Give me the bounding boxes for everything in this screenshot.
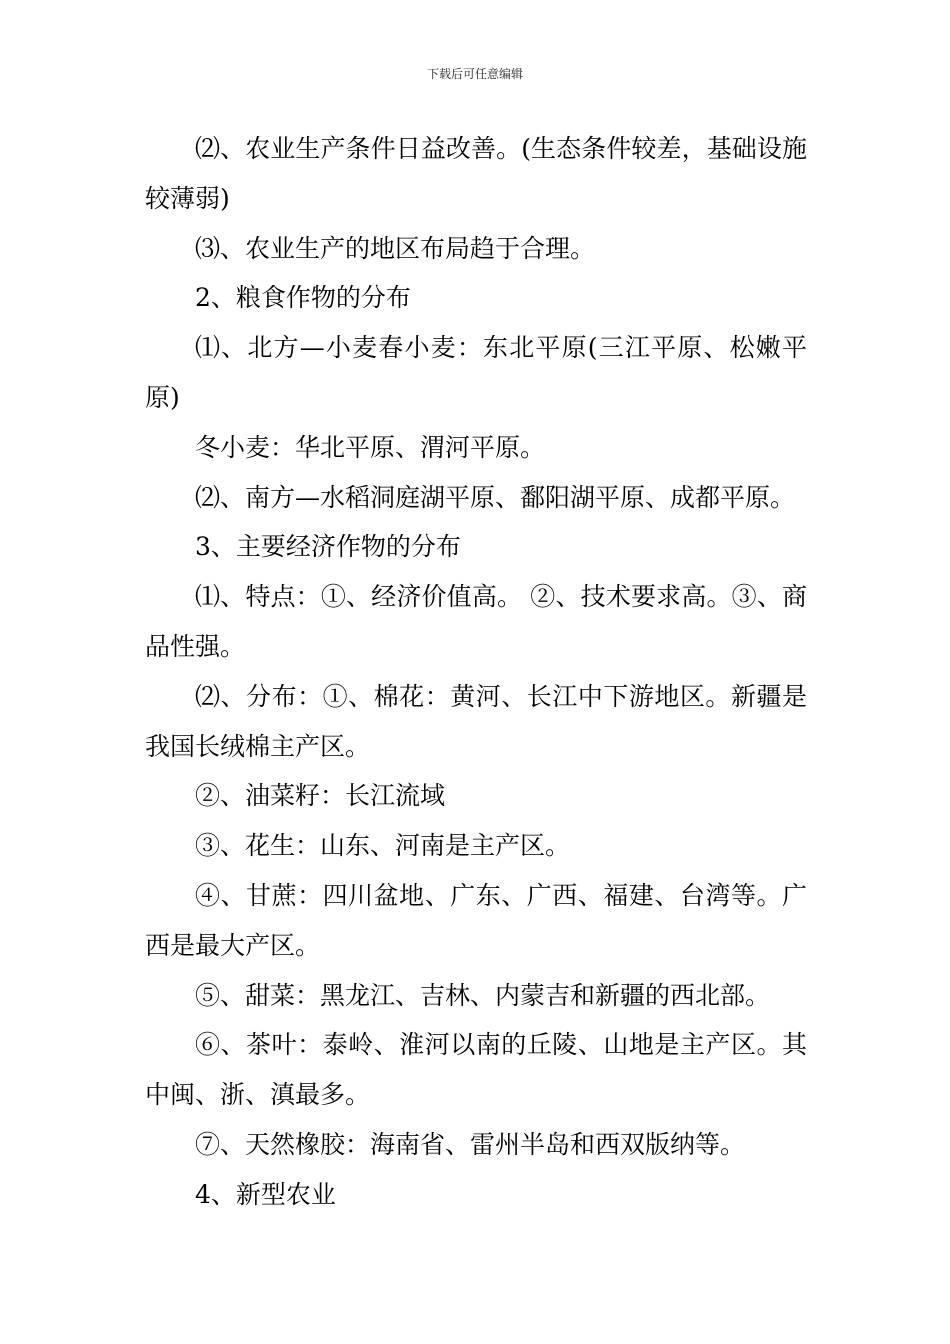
paragraph-rapeseed: ②、油菜籽：长江流域: [195, 781, 446, 811]
paragraph-winter-wheat: 冬小麦：华北平原、渭河平原。: [195, 432, 546, 462]
paragraph-production-conditions: ⑵、农业生产条件日益改善。(生态条件较差，基础设施较薄弱): [145, 134, 807, 213]
paragraph-rubber: ⑦、天然橡胶：海南省、雷州半岛和西双版纳等。: [195, 1129, 746, 1159]
page-header: 下载后可任意编辑: [426, 67, 523, 81]
paragraph-sugarcane: ④、甘蔗：四川盆地、广东、广西、福建、台湾等。广西是最大产区。: [145, 880, 807, 960]
paragraph-cotton: ⑵、分布：①、棉花：黄河、长江中下游地区。新疆是我国长绒棉主产区。: [145, 681, 807, 761]
heading-grain-crops: 2、粮食作物的分布: [195, 283, 411, 313]
paragraph-peanut: ③、花生：山东、河南是主产区。: [195, 831, 571, 861]
paragraph-tea: ⑥、茶叶：泰岭、淮河以南的丘陵、山地是主产区。其中闽、浙、滇最多。: [145, 1030, 807, 1110]
paragraph-north-wheat: ⑴、北方—小麦春小麦：东北平原(三江平原、松嫩平原): [145, 333, 807, 412]
heading-economic-crops: 3、主要经济作物的分布: [195, 532, 461, 562]
document-body: [145, 124, 807, 1220]
paragraph-sugar-beet: ⑤、甜菜：黑龙江、吉林、内蒙吉和新疆的西北部。: [195, 980, 771, 1010]
paragraph-characteristics: ⑴、特点：①、经济价值高。 ②、技术要求高。③、商品性强。: [145, 582, 807, 661]
paragraph-regional-layout: ⑶、农业生产的地区布局趋于合理。: [195, 233, 596, 263]
paragraph-south-rice: ⑵、南方—水稻洞庭湖平原、鄱阳湖平原、成都平原。: [195, 482, 796, 512]
heading-new-agriculture: 4、新型农业: [195, 1179, 336, 1209]
